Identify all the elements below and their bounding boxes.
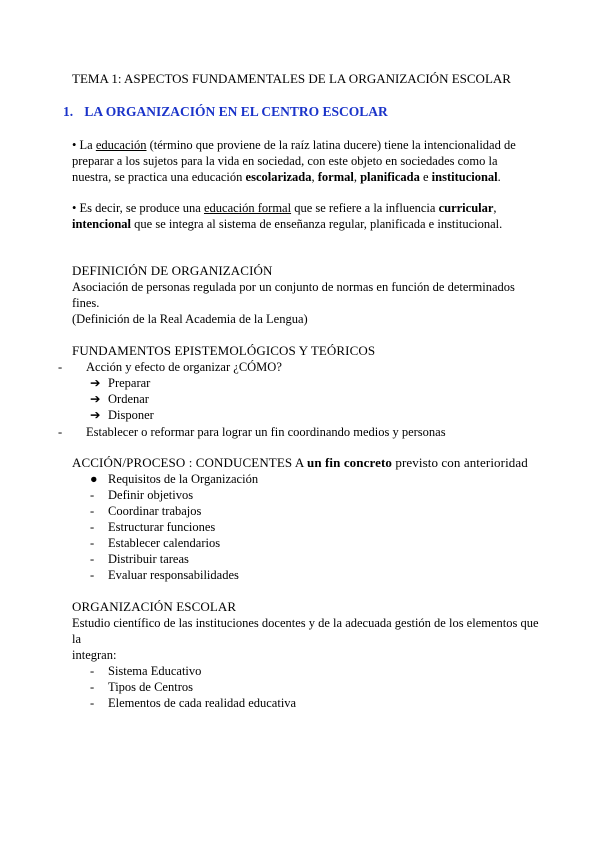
list-item: ● Requisitos de la Organización [90,472,259,486]
underlined-term: educación formal [203,201,292,215]
list-item: - Elementos de cada realidad educativa [90,696,297,710]
dash-marker: - [90,696,95,710]
accion-heading: ACCIÓN/PROCESO : CONDUCENTES A un fin concreto previsto con anterioridad [72,455,528,470]
list-item: - Distribuir tareas [90,552,189,566]
organizacion-line: integran: [72,648,117,662]
dash-marker: - [90,680,95,694]
dash-marker: - [58,360,63,374]
list-item: - Establecer o reformar para lograr un fin coordinando medios y personas [58,425,446,439]
definicion-line: Asociación de personas regulada por un conjunto de normas en función de determinados [72,280,515,294]
dash-marker: - [90,504,95,518]
list-item: - Evaluar responsabilidades [90,568,239,582]
section-heading-1 [63,104,388,120]
list-item: - Definir objetivos [90,488,194,502]
paragraph-educacion: • La educación (término que proviene de la raíz latina ducere) tiene la intencionalidad de preparar a los sujetos para la vida en sociedad, con este objeto en sociedades como la nuestra, se practica una educación escolarizada, formal, planificada e institucional. [72,138,516,184]
list-item: - Acción y efecto de organizar ¿CÓMO? [58,360,282,374]
definicion-heading: DEFINICIÓN DE ORGANIZACIÓN [72,263,273,278]
dash-marker: - [90,552,95,566]
organizacion-line: Estudio científico de las instituciones docentes y de la adecuada gestión de los elementos que [72,616,539,630]
organizacion-line: la [72,632,82,646]
arrow-right-icon: ➔ [90,392,101,406]
document-title: TEMA 1: ASPECTOS FUNDAMENTALES DE LA ORGANIZACIÓN ESCOLAR [72,71,511,86]
bullet: • [72,201,77,215]
list-item: - Establecer calendarios [90,536,221,550]
dash-marker: - [90,536,95,550]
dash-marker: - [90,520,95,534]
arrow-right-icon: ➔ [90,408,101,422]
bullet: ● [90,472,98,486]
organizacion-heading: ORGANIZACIÓN ESCOLAR [72,599,237,614]
dash-marker: - [90,664,95,678]
list-item: - Estructurar funciones [90,520,216,534]
fundamentos-heading: FUNDAMENTOS EPISTEMOLÓGICOS Y TEÓRICOS [72,343,376,358]
list-item: ➔ Preparar [90,376,151,390]
section-number: 1. [63,104,74,119]
list-item: - Tipos de Centros [90,680,193,694]
section-heading-text: LA ORGANIZACIÓN EN EL CENTRO ESCOLAR [84,104,388,119]
definicion-source: (Definición de la Real Academia de la Lengua) [72,312,308,326]
underlined-term: educación [95,138,147,152]
dash-marker: - [90,488,95,502]
arrow-right-icon: ➔ [90,376,101,390]
list-item: ➔ Disponer [90,408,154,422]
paragraph-educacion-formal: • Es decir, se produce una educación formal que se refiere a la influencia curricular, intencional que se integra al sistema de enseñanza regular, planificada e institucional. [72,201,503,231]
bullet: • [72,138,77,152]
list-item: - Sistema Educativo [90,664,202,678]
dash-marker: - [58,425,63,439]
definicion-line: fines. [72,296,100,310]
dash-marker: - [90,568,95,582]
list-item: ➔ Ordenar [90,392,149,406]
list-item: - Coordinar trabajos [90,504,202,518]
